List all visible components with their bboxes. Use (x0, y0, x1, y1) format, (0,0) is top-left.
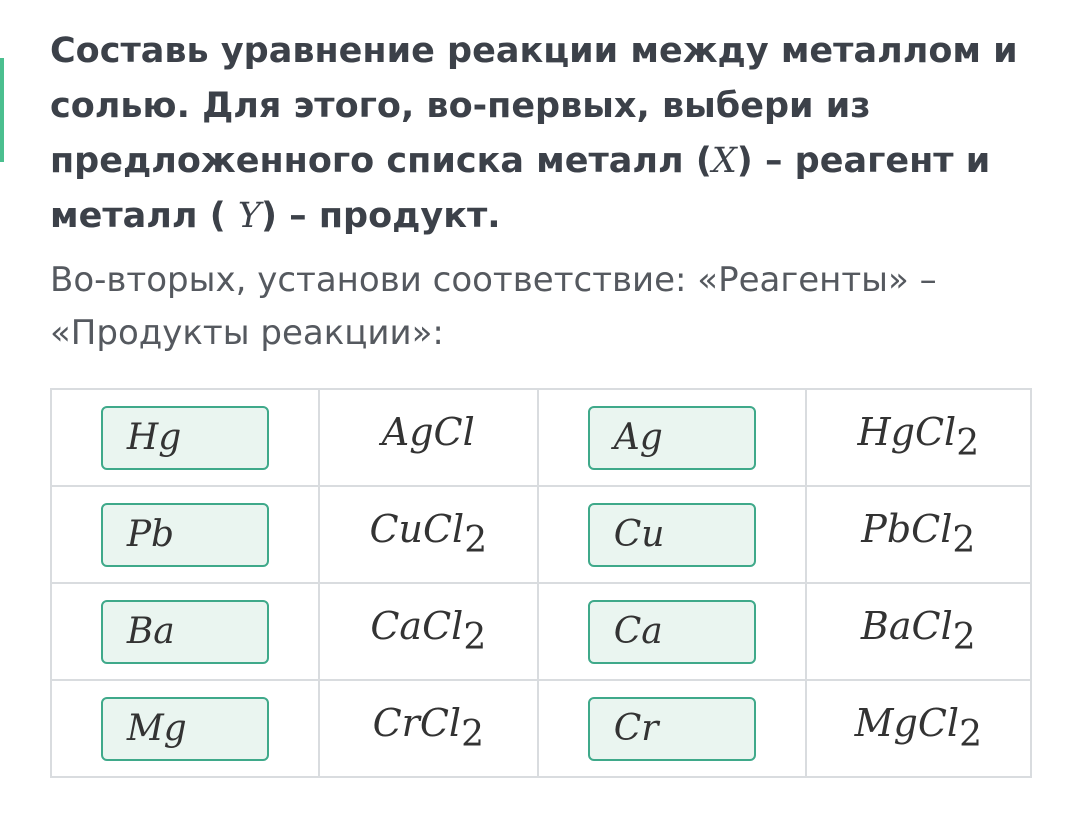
formula-subscript: 2 (956, 422, 980, 464)
formula-base: AgCl (381, 409, 475, 454)
product-metal-cell (538, 583, 806, 680)
formula-hgcl2 (857, 409, 980, 464)
task-statement (50, 24, 1040, 360)
formula-base: PbCl (861, 506, 953, 551)
formula-base: CuCl (369, 506, 465, 551)
formula-subscript: 2 (461, 713, 484, 755)
formula-base: HgCl (857, 409, 957, 454)
table-row (51, 583, 1031, 680)
table-row (51, 486, 1031, 583)
title-text-1: Составь уравнение реакции между металлом и солью. Для этого, во-первых, выбери из предложенного списка металл ( (50, 31, 1018, 181)
table-row (51, 389, 1031, 486)
metal-chip-hg[interactable]: Hg (101, 406, 269, 470)
reagent-metal-cell (51, 486, 319, 583)
metal-chip-ag[interactable]: Ag (588, 406, 756, 470)
reagent-salt-cell (319, 680, 538, 777)
formula-base: BaCl (860, 603, 953, 648)
product-salt-cell (806, 389, 1031, 486)
product-salt-cell (806, 486, 1031, 583)
title-text-2: ) – реагент и металл ( (50, 141, 991, 236)
metal-chip-cu[interactable]: Cu (588, 503, 756, 567)
product-metal-cell (538, 680, 806, 777)
variable-x: X (711, 141, 737, 181)
formula-subscript: 2 (464, 519, 488, 561)
formula-subscript: 2 (952, 616, 976, 658)
variable-y: Y (237, 196, 261, 236)
product-salt-cell (806, 583, 1031, 680)
task-accent-bar (0, 58, 4, 162)
formula-base: CaCl (370, 603, 464, 648)
task-subtitle: Во-вторых, установи соответствие: «Реагенты» – «Продукты реакции»: (50, 260, 937, 353)
formula-bacl2 (860, 603, 976, 658)
table-row (51, 680, 1031, 777)
formula-pbcl2 (861, 506, 976, 561)
task-title (50, 24, 1040, 244)
metal-chip-ca[interactable]: Ca (588, 600, 756, 664)
formula-mgcl2 (854, 700, 982, 755)
reagent-metal-cell (51, 680, 319, 777)
formula-base: CrCl (372, 700, 462, 745)
metal-chip-cr[interactable]: Cr (588, 697, 756, 761)
reagent-metal-cell (51, 583, 319, 680)
formula-cucl2 (369, 506, 488, 561)
reagent-salt-cell (319, 583, 538, 680)
metal-chip-mg[interactable]: Mg (101, 697, 269, 761)
title-text-3: ) – продукт. (261, 196, 501, 236)
metal-chip-ba[interactable]: Ba (101, 600, 269, 664)
formula-subscript: 2 (959, 713, 982, 755)
formula-subscript: 2 (952, 519, 976, 561)
formula-base: MgCl (854, 700, 960, 745)
reagent-metal-cell (51, 389, 319, 486)
product-metal-cell (538, 389, 806, 486)
formula-cacl2 (370, 603, 487, 658)
reagent-salt-cell (319, 389, 538, 486)
formula-subscript: 2 (463, 616, 487, 658)
formula-agcl (382, 410, 475, 454)
metal-chip-pb[interactable]: Pb (101, 503, 269, 567)
product-salt-cell (806, 680, 1031, 777)
formula-crcl2 (372, 700, 484, 755)
matching-table (50, 388, 1032, 778)
product-metal-cell (538, 486, 806, 583)
reagent-salt-cell (319, 486, 538, 583)
